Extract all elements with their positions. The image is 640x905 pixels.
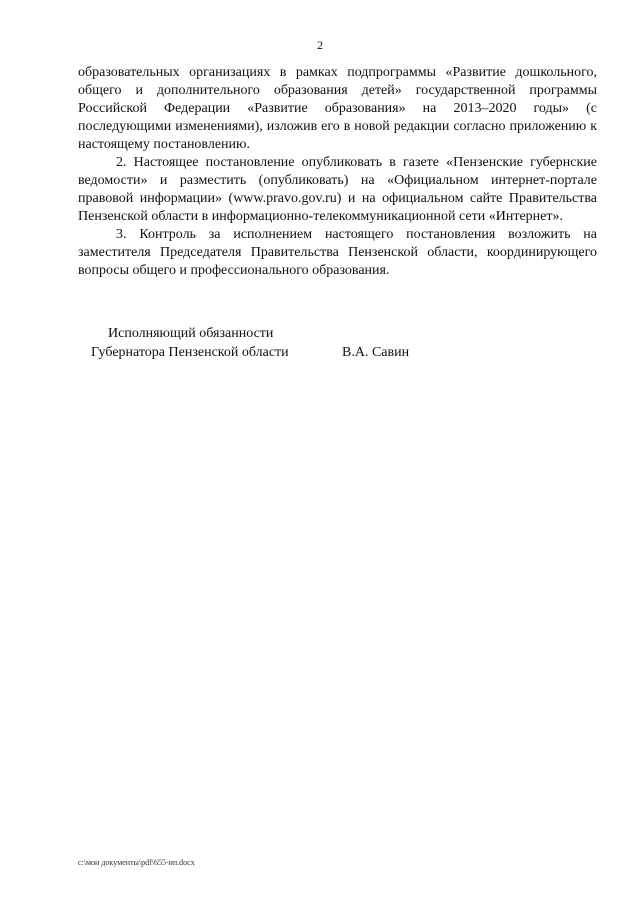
signatory-title-line1: Исполняющий обязанности — [108, 326, 274, 341]
paragraph-publication: 2. Настоящее постановление опубликовать в газете «Пензенские губернские ведомости» и разместить (опубликовать) на «Официальном интернет-портале правовой информации» (www.pravo.gov.ru) и на официальном сайте Правительства Пензенской области в информационно-телекоммуникационной сети «Интернет». — [78, 155, 597, 224]
signatory-title-line2: Губернатора Пензенской области — [91, 345, 289, 360]
footer-file-path: c:\мои документы\pdf\655-ип.docx — [78, 858, 195, 867]
paragraph-continuation: образовательных организациях в рамках подпрограммы «Развитие дошкольного, общего и дополнительного образования детей» государственной программы Российской Федерации «Развитие образования» на 2013–2020 годы» (с последующими изменениями), изложив его в новой редакции согласно приложению к настоящему постановлению. — [78, 65, 597, 152]
paragraph-control: 3. Контроль за исполнением настоящего постановления возложить на заместителя Председателя Правительства Пензенской области, координирующего вопросы общего и профессионального образования. — [78, 227, 597, 278]
document-body — [78, 64, 597, 280]
signatory-name: В.А. Савин — [342, 345, 410, 360]
page-number: 2 — [317, 38, 323, 52]
